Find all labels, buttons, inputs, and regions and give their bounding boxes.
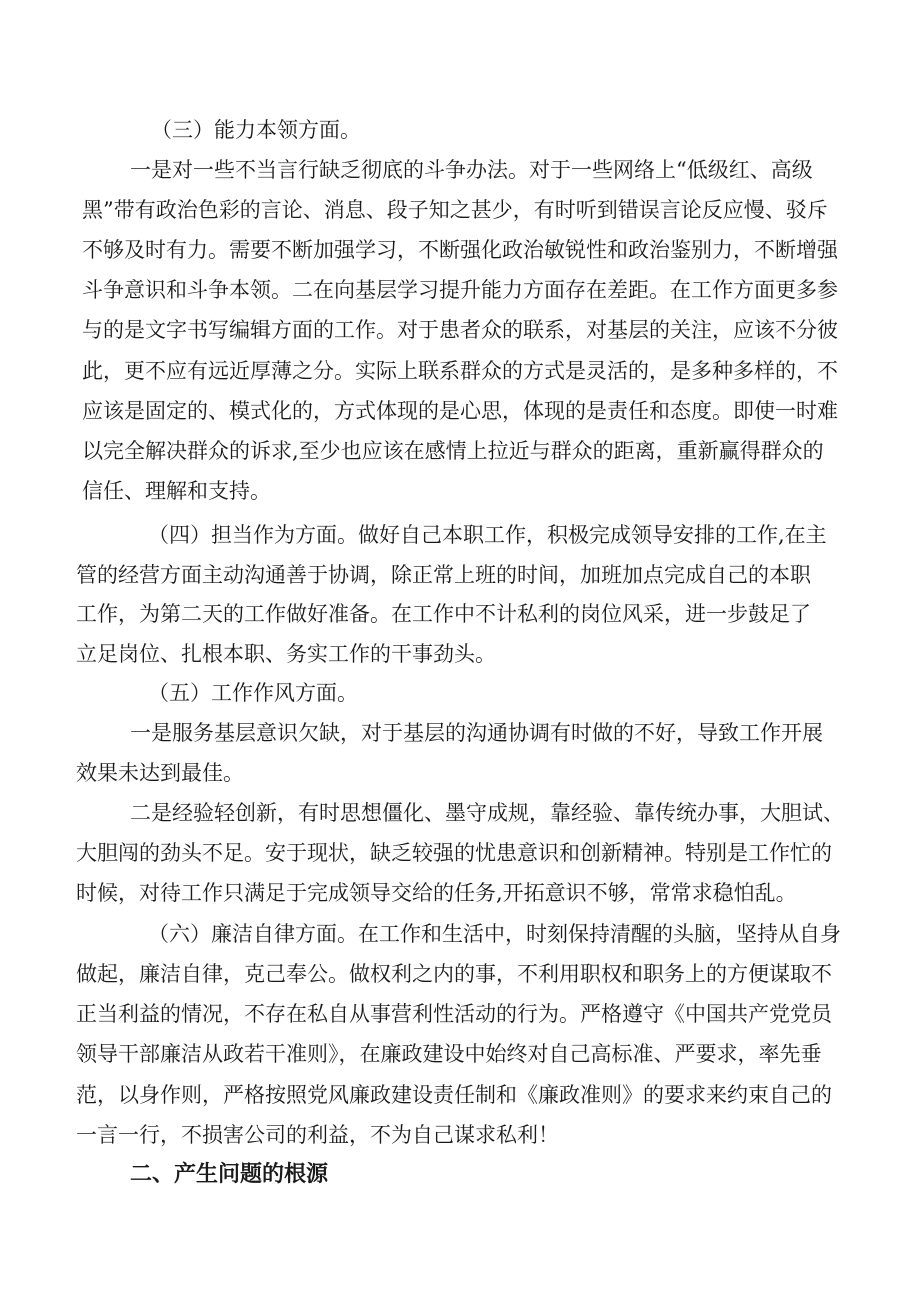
section-3-line-1: 一是对一些不当言行缺乏彻底的斗争办法。对于一些网络上“低级红、高级	[130, 158, 813, 182]
section-6-line-3: 正当利益的情况，不存在私自从事营利性活动的行为。严格遵守《中国共产党党员	[76, 1002, 832, 1026]
section-5-para-1-line-2: 效果未达到最佳。	[76, 761, 244, 785]
section-3-line-3: 不够及时有力。需要不断加强学习，不断强化政治敏锐性和政治鉴别力，不断增强	[82, 238, 838, 262]
section-6-line-6: 一言一行，不损害公司的利益，不为自己谋求私利！	[76, 1123, 559, 1147]
section-4-line-3: 工作，为第二天的工作做好准备。在工作中不计私利的岗位风采，进一步鼓足了	[76, 602, 811, 626]
section-3-line-2: 黑”带有政治色彩的言论、消息、段子知之甚少，有时听到错误言论反应慢、驳斥	[82, 198, 828, 222]
section-3-title: （三）能力本领方面。	[151, 118, 361, 142]
section-5-para-1-line-1: 一是服务基层意识欠缺，对于基层的沟通协调有时做的不好，导致工作开展	[130, 721, 823, 745]
section-6-line-1: （六）廉洁自律方面。在工作和生活中，时刻保持清醒的头脑，坚持从自身	[148, 922, 841, 946]
section-6-line-4: 领导干部廉洁从政若干准则》，在廉政建设中始终对自己高标准、严要求，率先垂	[76, 1042, 822, 1066]
section-3-line-9: 信任、理解和支持。	[82, 479, 271, 503]
section-3-line-4: 斗争意识和斗争本领。二在向基层学习提升能力方面存在差距。在工作方面更多参	[82, 278, 838, 302]
section-4-line-1: （四）担当作为方面。做好自己本职工作，积极完成领导安排的工作,在主	[148, 523, 827, 547]
section-4-line-2: 管的经营方面主动沟通善于协调，除正常上班的时间，加班加点完成自己的本职	[76, 563, 811, 587]
section-6-line-2: 做起，廉洁自律，克己奉公。做权利之内的事，不利用职权和职务上的方便谋取不	[76, 962, 832, 986]
section-3-line-7: 应该是固定的、模式化的，方式体现的是心思，体现的是责任和态度。即使一时难	[82, 399, 838, 423]
section-5-para-2-line-1: 二是经验轻创新，有时思想僵化、墨守成规，靠经验、靠传统办事，大胆试、	[130, 801, 844, 825]
section-5-title: （五）工作作风方面。	[148, 681, 358, 705]
section-5-para-2-line-3: 时候，对待工作只满足于完成领导交给的任务,开拓意识不够，常常求稳怕乱。	[76, 881, 797, 905]
section-heading-root-causes: 二、产生问题的根源	[130, 1162, 329, 1187]
section-3-line-5: 与的是文字书写编辑方面的工作。对于患者众的联系，对基层的关注，应该不分彼	[82, 318, 838, 342]
section-3-line-6: 此，更不应有远近厚薄之分。实际上联系群众的方式是灵活的，是多种多样的，不	[82, 359, 838, 383]
section-3-line-8: 以完全解决群众的诉求,至少也应该在感情上拉近与群众的距离，重新赢得群众的	[82, 439, 824, 463]
section-5-para-2-line-2: 大胆闯的劲头不足。安于现状，缺乏较强的忧患意识和创新精神。特别是工作忙的	[76, 841, 832, 865]
section-4-line-4: 立足岗位、扎根本职、务实工作的干事劲头。	[76, 642, 496, 666]
section-6-line-5: 范，以身作则，严格按照党风廉政建设责任制和《廉政准则》的要求来约束自己的	[76, 1083, 832, 1107]
